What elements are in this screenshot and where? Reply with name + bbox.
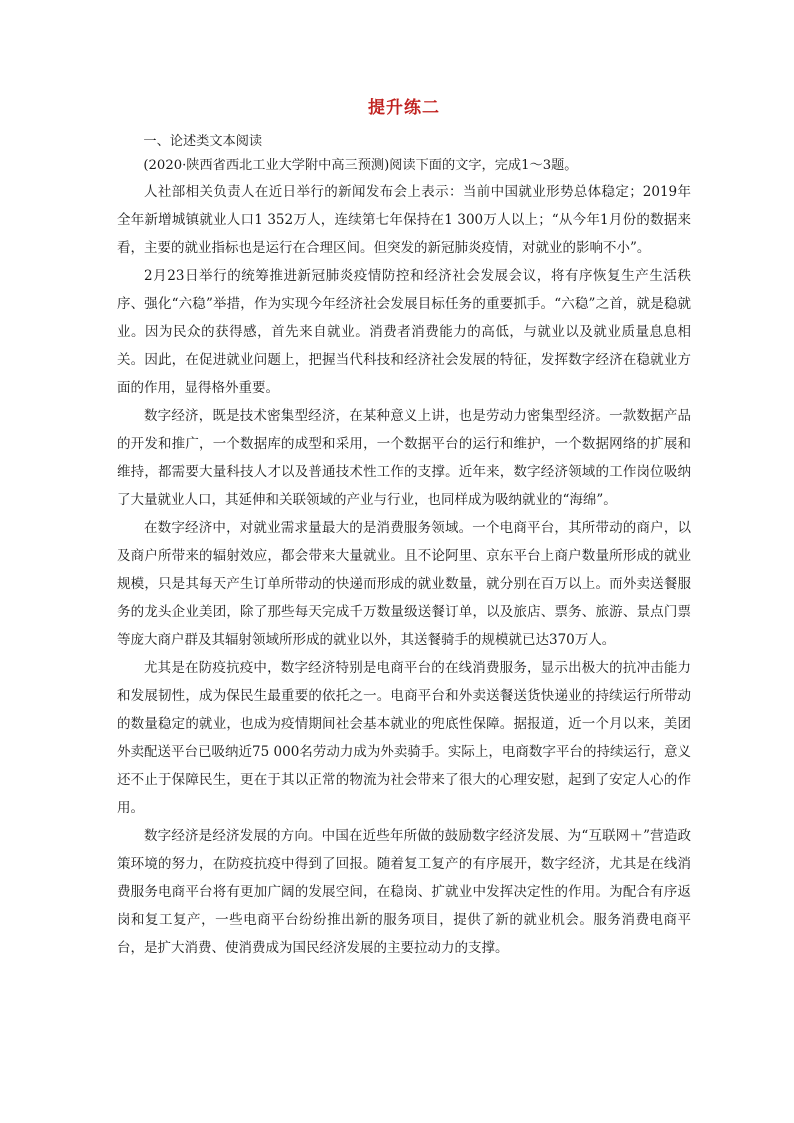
section-heading: 一、论述类文本阅读 <box>143 134 263 149</box>
paragraph-5: 尤其是在防疫抗疫中，数字经济特别是电商平台的在线消费服务，显示出极大的抗冲击能力和发展韧性，成为保民生最重要的依托之一。电商平台和外卖送餐送货快递业的持续运行所带动的数量稳定的就业，也成为疫情期间社会基本就业的兜底性保障。据报道，近一个月以来，美团外卖配送平台已吸纳近75 000名劳动力成为外卖骑手。实际上，电商数字平台的持续运行，意义还不止于保障民生，更在于其以正常的物流为社会带来了很大的心理安慰，起到了安定人心的作用。 <box>117 660 691 816</box>
page-title: 提升练二 <box>368 98 440 118</box>
paragraph-6: 数字经济是经济发展的方向。中国在近些年所做的鼓励数字经济发展、为“互联网＋”营造政策环境的努力，在防疫抗疫中得到了回报。随着复工复产的有序展开，数字经济，尤其是在线消费服务电商平台将有更加广阔的发展空间，在稳岗、扩就业中发挥决定性的作用。为配合有序返岗和复工复产，一些电商平台纷纷推出新的服务项目，提供了新的就业机会。服务消费电商平台，是扩大消费、使消费成为国民经济发展的主要拉动力的支撑。 <box>117 828 691 956</box>
paragraph-4: 在数字经济中，对就业需求量最大的是消费服务领域。一个电商平台，其所带动的商户，以及商户所带来的辐射效应，都会带来大量就业。且不论阿里、京东平台上商户数量所形成的就业规模，只是其每天产生订单所带动的快递而形成的就业数量，就分别在百万以上。而外卖送餐服务的龙头企业美团，除了那些每天完成千万数量级送餐订单，以及旅店、票务、旅游、景点门票等庞大商户群及其辐射领域所形成的就业以外，其送餐骑手的规模就已达370万人。 <box>117 520 691 648</box>
paragraph-3: 数字经济，既是技术密集型经济，在某种意义上讲，也是劳动力密集型经济。一款数据产品的开发和推广，一个数据库的成型和采用，一个数据平台的运行和维护，一个数据网络的扩展和维持，都需要大量科技人才以及普通技术性工作的支撑。近年来，数字经济领域的工作岗位吸纳了大量就业人口，其延伸和关联领域的产业与行业，也同样成为吸纳就业的“海绵”。 <box>117 408 691 508</box>
document-body <box>117 96 691 962</box>
source-line: (2020·陕西省西北工业大学附中高三预测)阅读下面的文字，完成1～3题。 <box>143 158 578 173</box>
paragraph-2: 2月23日举行的统筹推进新冠肺炎疫情防控和经济社会发展会议，将有序恢复生产生活秩序、强化“六稳”举措，作为实现今年经济社会发展目标任务的重要抓手。“六稳”之首，就是稳就业。因为民众的获得感，首先来自就业。消费者消费能力的高低，与就业以及就业质量息息相关。因此，在促进就业问题上，把握当代科技和经济社会发展的特征，发挥数字经济在稳就业方面的作用，显得格外重要。 <box>117 268 691 396</box>
paragraph-1: 人社部相关负责人在近日举行的新闻发布会上表示：当前中国就业形势总体稳定；2019年全年新增城镇就业人口1 352万人，连续第七年保持在1 300万人以上；“从今年1月份的数据来看，主要的就业指标也是运行在合理区间。但突发的新冠肺炎疫情，对就业的影响不小”。 <box>117 184 691 256</box>
